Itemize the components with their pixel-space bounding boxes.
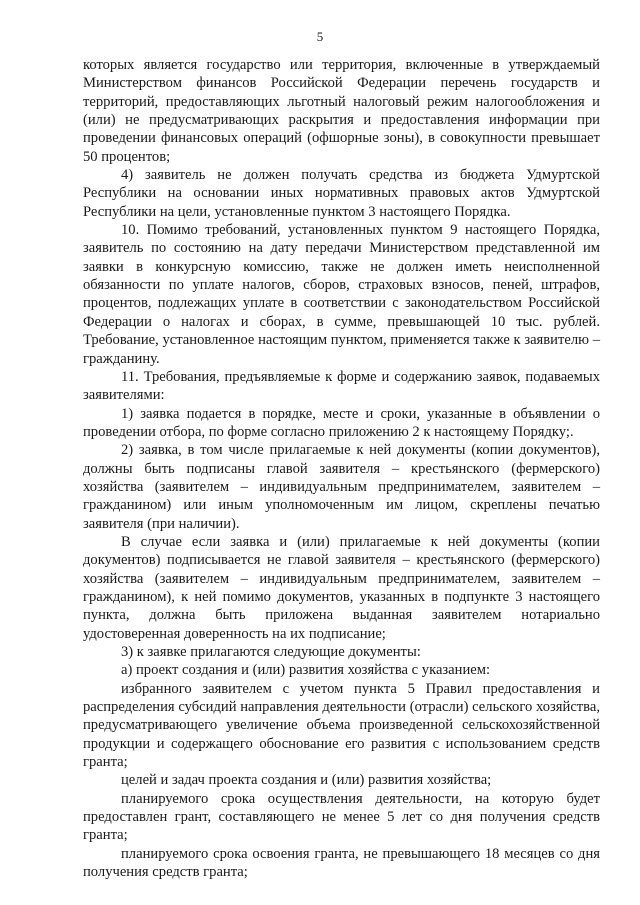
paragraph: В случае если заявка и (или) прилагаемые к ней документы (копии документов) подписывается не главой заявителя – крестьянского (фермерского) хозяйства (заявителем – индивидуальным предпринимателем, заявителем – гражданином), к ней помимо документов, указанных в подпункте 3 настоящего пункта, должна быть приложена выданная заявителем нотариально удостоверенная доверенность на их подписание; (83, 533, 600, 642)
paragraph: 2) заявка, в том числе прилагаемые к ней документы (копии документов), должны быть подписаны главой заявителя – крестьянского (фермерского) хозяйства (заявителем – индивидуальным предпринимателем, заявителем – гражданином) или иным уполномоченным им лицом, скреплены печатью заявителя (при наличии). (83, 442, 600, 532)
paragraph: 1) заявка подается в порядке, месте и сроки, указанные в объявлении о проведении отбора, по форме согласно приложению 2 к настоящему Порядку;. (83, 405, 600, 440)
page-number: 5 (316, 29, 324, 44)
paragraph: 3) к заявке прилагаются следующие документы: (121, 644, 421, 660)
paragraph: 11. Требования, предъявляемые к форме и содержанию заявок, подаваемых заявителями: (83, 368, 600, 404)
paragraph: целей и задач проекта создания и (или) развития хозяйства; (121, 772, 492, 789)
paragraph: 10. Помимо требований, установленных пунктом 9 настоящего Порядка, заявитель по состоянию на дату передачи Министерством представленной им заявки в конкурсную комиссию, также не должен иметь неисполненной обязанности по уплате налогов, сборов, страховых взносов, пеней, штрафов, процентов, подлежащих уплате в соответствии с законодательством Российской Федерации о налогах и сборах, в сумме, превышающей 10 тыс. рублей. Требование, установленное настоящим пунктом, применяется также к заявителю – гражданину. (83, 222, 600, 367)
paragraph: которых является государство или территория, включенные в утверждаемый Министерством финансов Российской Федерации перечень государств и территорий, предоставляющих льготный налоговый режим налогообложения и (или) не предусматривающих раскрытия и предоставления информации при проведении финансовых операций (офшорные зоны), в совокупности превышает 50 процентов; (83, 57, 600, 165)
document-body (83, 56, 600, 881)
paragraph: избранного заявителем с учетом пункта 5 Правил предоставления и распределения субсидий направления деятельности (отрасли) сельского хозяйства, предусматривающего увеличение объема произведенной сельскохозяйственной продукции и содержащего обоснование его развития с использованием средств гранта; (83, 680, 600, 771)
paragraph: а) проект создания и (или) развития хозяйства с указанием: (121, 662, 491, 679)
paragraph: планируемого срока осуществления деятельности, на которую будет предоставлен грант, составляющего не менее 5 лет со дня получения средств гранта; (83, 790, 600, 844)
paragraph: 4) заявитель не должен получать средства из бюджета Удмуртской Республики на основании иных нормативных правовых актов Удмуртской Республики на цели, установленные пунктом 3 настоящего Порядка. (83, 167, 600, 220)
paragraph: планируемого срока освоения гранта, не превышающего 18 месяцев со дня получения средств гранта; (83, 845, 600, 881)
